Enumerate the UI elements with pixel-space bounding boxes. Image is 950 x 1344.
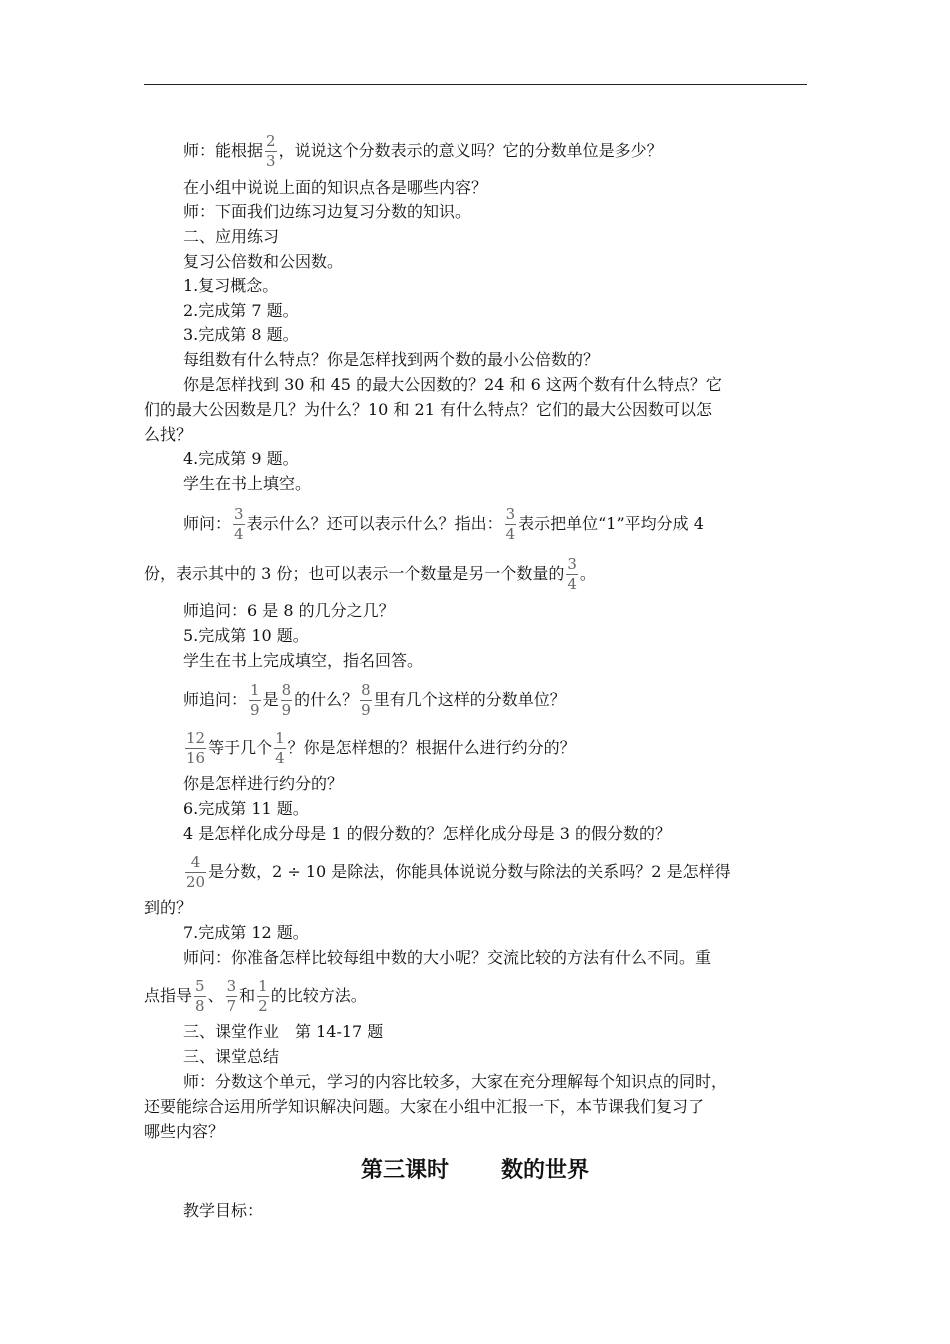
paragraph-line: 哪些内容？: [144, 1122, 225, 1141]
paragraph-line: 学生在书上填空。: [183, 474, 312, 493]
paragraph-line: 在小组中说说上面的知识点各是哪些内容？: [183, 178, 488, 197]
list-item: 3.完成第 8 题。: [183, 325, 299, 344]
fraction-1-9: $\frac{1}{9}$: [250, 681, 260, 719]
section-title: 第三课时 数的世界: [360, 1158, 590, 1183]
paragraph-line: 4 是怎样化成分母是 1 的假分数的？怎样化成分母是 3 的假分数的？: [183, 824, 671, 843]
paragraph-line: 么找？: [144, 425, 193, 444]
fraction-8-9: $\frac{8}{9}$: [361, 681, 371, 719]
paragraph-line: 到的？: [144, 898, 193, 917]
section-heading: 三、课堂总结: [183, 1047, 280, 1066]
list-item: 2.完成第 7 题。: [183, 301, 299, 320]
paragraph-line: 点指导 $\frac{5}{8}$ 、 $\frac{3}{7}$ 和 $\frac{1}{2}$ 的比较方法。: [144, 977, 367, 1015]
paragraph-line: 教学目标：: [183, 1201, 264, 1220]
paragraph-line: 师问：你准备怎样比较每组中数的大小呢？交流比较的方法有什么不同。重: [183, 948, 712, 967]
list-item: 7.完成第 12 题。: [183, 923, 309, 942]
paragraph-line: 你是怎样找到 30 和 45 的最大公因数的？24 和 6 这两个数有什么特点？它: [183, 375, 722, 394]
paragraph-line: 师：下面我们边练习边复习分数的知识。: [183, 202, 472, 221]
paragraph-line: 份，表示其中的 3 份；也可以表示一个数量是另一个数量的 $\frac{3}{4}$ 。: [144, 555, 596, 593]
fraction-3-7: $\frac{3}{7}$: [226, 977, 237, 1015]
fraction-1-4: $\frac{1}{4}$: [275, 729, 285, 767]
fraction-3-4: $\frac{3}{4}$: [505, 505, 516, 543]
paragraph-line: 师追问：6 是 8 的几分之几？: [183, 601, 395, 620]
section-heading: 二、应用练习: [183, 227, 280, 246]
list-item: 5.完成第 10 题。: [183, 626, 309, 645]
list-item: 4.完成第 9 题。: [183, 449, 299, 468]
fraction-5-8: $\frac{5}{8}$: [195, 977, 205, 1015]
fraction-2-3: $\frac{2}{3}$: [266, 132, 276, 170]
paragraph-line: 你是怎样进行约分的？: [183, 774, 344, 793]
paragraph-line: 每组数有什么特点？你是怎样找到两个数的最小公倍数的？: [183, 350, 600, 369]
header-rule: [144, 84, 807, 85]
paragraph-line: 师：能根据 $\frac{2}{3}$ ，说说这个分数表示的意义吗？它的分数单位是多少？: [183, 132, 663, 170]
paragraph-line: 们的最大公因数是几？为什么？10 和 21 有什么特点？它们的最大公因数可以怎: [144, 400, 712, 419]
paragraph-line: 师追问： $\frac{1}{9}$ 是 $\frac{8}{9}$ 的什么？ $\frac{8}{9}$ 里有几个这样的分数单位？: [183, 681, 566, 719]
list-item: 1.复习概念。: [183, 276, 279, 295]
fraction-12-16: $\frac{12}{16}$: [186, 729, 206, 767]
list-item: 6.完成第 11 题。: [183, 799, 309, 818]
fraction-3-4: $\frac{3}{4}$: [234, 505, 244, 543]
paragraph-line: 复习公倍数和公因数。: [183, 252, 344, 271]
paragraph-line: 学生在书上完成填空，指名回答。: [183, 651, 424, 670]
fraction-3-4: $\frac{3}{4}$: [567, 555, 577, 593]
paragraph-line: 师：分数这个单元，学习的内容比较多，大家在充分理解每个知识点的同时，: [183, 1072, 728, 1091]
paragraph-line: 还要能综合运用所学知识解决问题。大家在小组中汇报一下，本节课我们复习了: [144, 1097, 705, 1116]
fraction-1-2: $\frac{1}{2}$: [258, 977, 268, 1015]
paragraph-line: 师问： $\frac{3}{4}$ 表示什么？还可以表示什么？指出： $\frac{3}{4}$ 表示把单位“1”平均分成 4: [183, 505, 704, 543]
section-heading: 三、课堂作业 第 14-17 题: [183, 1022, 384, 1041]
paragraph-line: $\frac{12}{16}$ 等于几个 $\frac{1}{4}$ ？你是怎样想的？根据什么进行约分的？: [186, 729, 576, 767]
fraction-4-20: $\frac{4}{20}$: [186, 853, 206, 891]
fraction-8-9: $\frac{8}{9}$: [281, 681, 292, 719]
paragraph-line: $\frac{4}{20}$ 是分数，2 ÷ 10 是除法，你能具体说说分数与除法的关系吗？2 是怎样得: [186, 853, 731, 891]
